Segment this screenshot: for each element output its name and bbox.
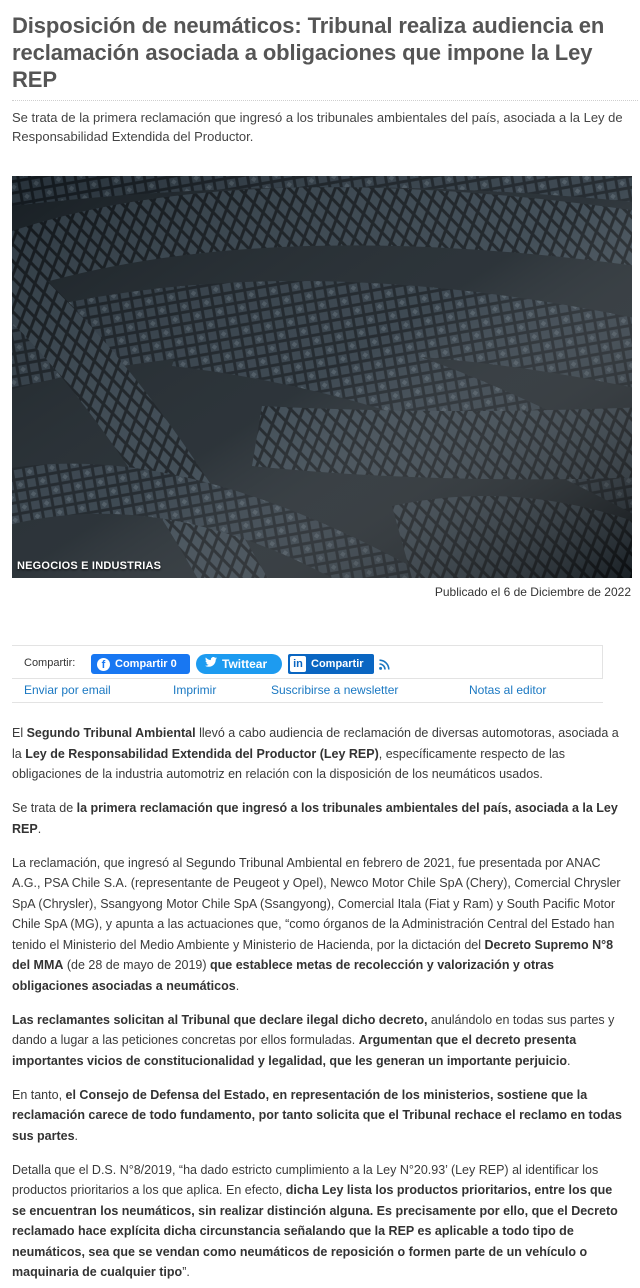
facebook-share-button[interactable] (91, 654, 190, 674)
article-tools (12, 681, 603, 703)
linkedin-share-button[interactable] (288, 654, 374, 674)
paragraph: Las reclamantes solicitan al Tribunal que declare ilegal dicho decreto, anulándolo en todas sus partes y dando a lugar a las peticiones concretas por ellos formuladas. Argumentan que el decreto presenta importantes vicios de constitucionalidad y legalidad, que les generan un importante perjuicio. (12, 1012, 615, 1068)
newsletter-link[interactable]: Suscribirse a newsletter (271, 683, 399, 697)
facebook-icon: f (97, 658, 110, 671)
article-lead: Se trata de la primera reclamación que ingresó a los tribunales ambientales del país, asociada a la Ley de Responsabilidad Extendida del Productor. (12, 110, 623, 144)
hero-image (12, 176, 632, 578)
article-title: Disposición de neumáticos: Tribunal realiza audiencia en reclamación asociada a obligaciones que impone la Ley REP (12, 13, 605, 92)
paragraph: La reclamación, que ingresó al Segundo Tribunal Ambiental en febrero de 2021, fue presentada por ANAC A.G., PSA Chile S.A. (representante de Peugeot y Opel), Newco Motor Chile SpA (Chery), Comercial Chrysler SpA (Chrysler), Ssangyong Motor Chile SpA (Ssangyong), Comercial Itala (Fiat y Ram) y South Pacific Motor Chile SpA (MG), y apunta a las actuaciones que, “como órganos de la Administración Central del Estado han tenido el Ministerio del Medio Ambiente y Ministerio de Hacienda, por la dictación del Decreto Supremo N°8 del MMA (de 28 de mayo de 2019) que establece metas de recolección y valorización y otras obligaciones asociadas a neumáticos. (12, 855, 621, 993)
published-date: Publicado el 6 de Diciembre de 2022 (434, 585, 631, 599)
editor-notes-link[interactable]: Notas al editor (469, 683, 547, 697)
email-link[interactable]: Enviar por email (24, 683, 111, 697)
share-label: Compartir: (24, 657, 76, 669)
article-body (12, 723, 628, 1288)
twitter-bird-icon (205, 654, 217, 674)
rss-icon[interactable] (379, 657, 390, 675)
paragraph: En tanto, el Consejo de Defensa del Estado, en representación de los ministerios, sostiene que la reclamación carece de todo fundamento, por tanto solicita que el Tribunal rechace el reclamo en todas sus partes. (12, 1087, 622, 1143)
facebook-share-label: Compartir 0 (115, 658, 177, 670)
paragraph: Detalla que el D.S. N°8/2019, “ha dado estricto cumplimiento a la Ley N°20.93’ (Ley REP) al identificar los productos prioritarios a los que aplica. En efecto, dicha Ley lista los productos prioritarios, entre los que se encuentran los neumáticos, sin realizar distinción alguna. Es precisamente por ello, que el Decreto reclamado hace explícita dicha circunstancia señalando que la REP es aplicable a todo tipo de neumáticos, sea que se vendan como neumáticos de reposición o formen parte de un vehículo o maquinaria de cualquier tipo”. (12, 1162, 618, 1279)
tires-photo (12, 176, 632, 578)
category-tag[interactable]: NEGOCIOS E INDUSTRIAS (17, 560, 162, 572)
paragraph: El Segundo Tribunal Ambiental llevó a cabo audiencia de reclamación de diversas automotoras, asociada a la Ley de Responsabilidad Extendida del Productor (Ley REP), específicamente respecto de las obligaciones de la industria automotriz en relación con la disposición de los neumáticos usados. (12, 726, 619, 781)
linkedin-share-label: Compartir (311, 658, 364, 670)
twitter-share-label: Twittear (222, 657, 268, 671)
print-link[interactable]: Imprimir (173, 683, 217, 697)
twitter-share-button[interactable] (196, 654, 282, 674)
share-bar (12, 645, 603, 679)
paragraph: Se trata de la primera reclamación que ingresó a los tribunales ambientales del país, asociada a la Ley REP. (12, 801, 618, 836)
linkedin-icon: in (290, 656, 306, 672)
title-divider (12, 100, 638, 101)
